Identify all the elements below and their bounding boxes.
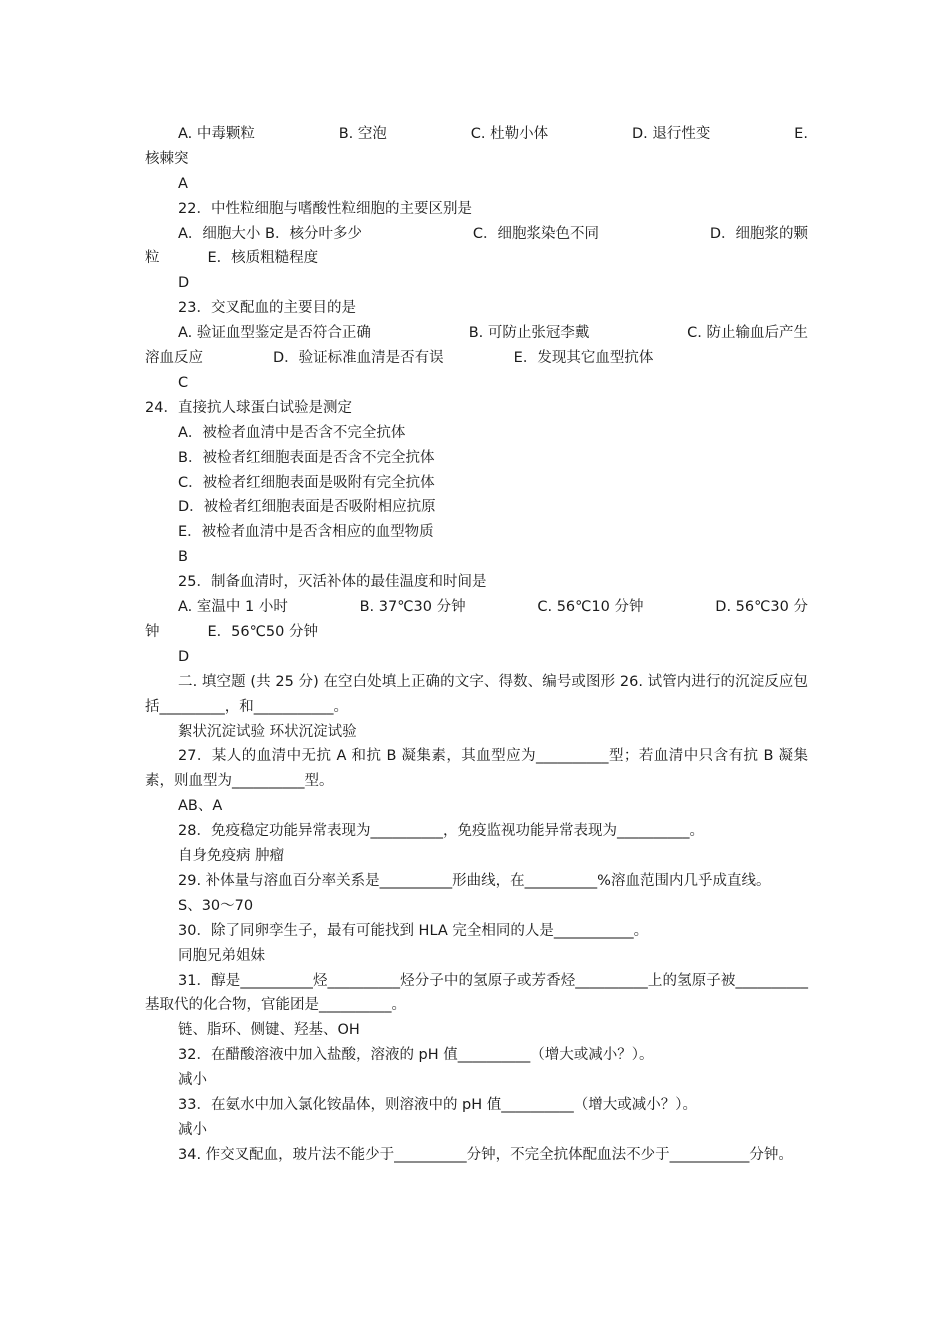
q23-option-d: D．验证标准血清是否有误 [273, 350, 444, 367]
q30-text: 30．除了同卵孪生子，最有可能找到 HLA 完全相同的人是___________。 [178, 922, 649, 939]
q22-answer: D [178, 275, 190, 292]
q21-option-d: D. 退行性变 [631, 126, 711, 142]
q24-option-e: E．被检者血清中是否含相应的血型物质 [178, 524, 434, 541]
q25-options-cont [145, 620, 808, 645]
q28-answer: 自身免疫病 肿瘤 [178, 848, 285, 865]
q25-stem: 25．制备血清时，灭活补体的最佳温度和时间是 [178, 574, 487, 591]
q25-option-c: C. 56℃10 分钟 [537, 599, 644, 615]
q23-stem: 23．交叉配血的主要目的是 [178, 300, 356, 317]
q22-options-cont [145, 246, 808, 271]
q22-option-ab: A．细胞大小 B．核分叶多少 [178, 225, 362, 242]
q21-option-a: A. 中毒颗粒 [178, 126, 255, 142]
q23-option-c: C. 防止输血后产生 [687, 325, 808, 342]
q24-answer: B [178, 549, 188, 566]
q27-answer: AB、A [178, 798, 223, 815]
q23-options-cont [145, 346, 808, 371]
q23-option-a: A. 验证血型鉴定是否符合正确 [178, 325, 371, 342]
q27-text: 27．某人的血清中无抗 A 和抗 B 凝集素，其血型应为__________型；若血清中只含有抗 B 凝集素，则血型为__________型。 [145, 748, 808, 790]
q22-options [145, 222, 808, 247]
q24-option-c: C．被检者红细胞表面是吸附有完全抗体 [178, 474, 435, 491]
q25-option-a: A. 室温中 1 小时 [178, 599, 288, 615]
q22-stem: 22．中性粒细胞与嗜酸性粒细胞的主要区别是 [178, 200, 472, 217]
q31-text: 31．醇是__________烃__________烃分子中的氢原子或芳香烃__________上的氢原子被__________基取代的化合物，官能团是__________。 [145, 972, 808, 1014]
q24-option-d: D．被检者红细胞表面是否吸附相应抗原 [178, 499, 436, 516]
q24-stem: 24．直接抗人球蛋白试验是测定 [145, 399, 352, 416]
q21-option-c: C. 杜勒小体 [470, 126, 549, 142]
q23-option-b: B. 可防止张冠李戴 [468, 325, 590, 342]
q21-answer: A [178, 175, 188, 192]
q25-option-d: D. 56℃30 分 [715, 599, 808, 615]
q21-option-cont: 核棘突 [145, 150, 189, 167]
q21-option-e: E. [794, 126, 808, 142]
q26-answer: 絮状沉淀试验 环状沉淀试验 [178, 723, 357, 740]
q32-answer: 减小 [178, 1072, 207, 1089]
q24-option-b: B．被检者红细胞表面是否含不完全抗体 [178, 449, 435, 466]
q32-text: 32．在醋酸溶液中加入盐酸，溶液的 pH 值__________（增大或减小？）。 [178, 1047, 654, 1064]
q23-options [145, 321, 808, 346]
q31-answer: 链、脂环、侧键、羟基、OH [178, 1022, 360, 1039]
q22-option-e: E．核质粗糙程度 [207, 250, 319, 267]
q22-option-d: D．细胞浆的颗 [709, 225, 808, 242]
q21-options [145, 122, 808, 147]
q34-text: 34. 作交叉配血，玻片法不能少于__________分钟，不完全抗体配血法不少于___________分钟。 [178, 1146, 793, 1163]
q22-option-d-cont: 粒 [145, 250, 160, 267]
q22-option-c: C．细胞浆染色不同 [472, 225, 599, 242]
q29-answer: S、30～70 [178, 897, 254, 914]
q23-option-e: E．发现其它血型抗体 [513, 350, 654, 367]
q33-answer: 减小 [178, 1121, 207, 1138]
q23-answer: C [178, 374, 189, 391]
q25-option-b: B. 37℃30 分钟 [359, 599, 466, 615]
q25-option-d-cont: 钟 [145, 623, 160, 640]
q21-option-b: B. 空泡 [338, 126, 387, 142]
q25-option-e: E．56℃50 分钟 [207, 623, 318, 640]
q24-option-a: A．被检者血清中是否含不完全抗体 [178, 424, 406, 441]
q25-answer: D [178, 648, 190, 665]
q23-option-c-cont: 溶血反应 [145, 350, 203, 367]
q28-text: 28．免疫稳定功能异常表现为__________，免疫监视功能异常表现为__________。 [178, 823, 704, 840]
document-page [145, 122, 808, 1168]
q33-text: 33．在氨水中加入氯化铵晶体，则溶液中的 pH 值__________（增大或减小？）。 [178, 1097, 698, 1113]
q26-text: 二. 填空题 (共 25 分) 在空白处填上正确的文字、得数、编号或图形 26. 试管内进行的沉淀反应包括_________，和___________。 [145, 673, 808, 715]
q30-answer: 同胞兄弟姐妹 [178, 947, 265, 964]
q25-options [145, 595, 808, 620]
q29-text: 29. 补体量与溶血百分率关系是__________形曲线，在__________%溶血范围内几乎成直线。 [178, 872, 771, 889]
